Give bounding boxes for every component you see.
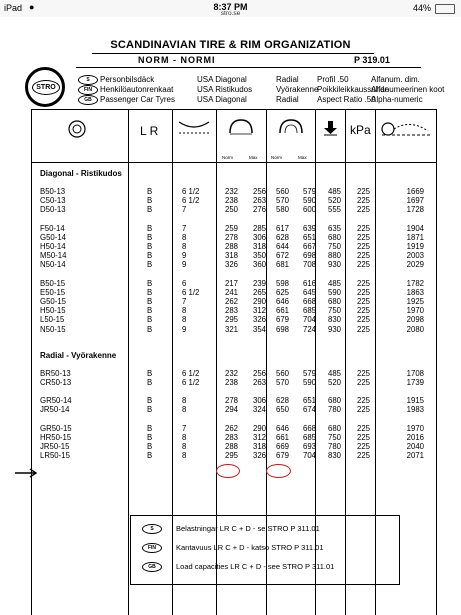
subtitle-rule bbox=[76, 67, 421, 68]
language-cell: Radial bbox=[276, 75, 299, 84]
note-row bbox=[142, 562, 334, 572]
tire-size-cell: D50-13 bbox=[40, 205, 66, 215]
table-cell: B bbox=[147, 396, 153, 406]
highlight-circle bbox=[216, 464, 240, 478]
table-cell: 704 bbox=[302, 451, 316, 461]
table-cell: 579 bbox=[302, 187, 316, 196]
table-cell: 1970 bbox=[406, 423, 424, 433]
table-cell: 276 bbox=[252, 205, 266, 215]
table-cell: 1904 bbox=[406, 223, 424, 233]
table-cell: 680 bbox=[327, 297, 341, 306]
table-cell: 225 bbox=[356, 405, 370, 415]
table-cell: B bbox=[147, 287, 153, 297]
table-row bbox=[0, 260, 461, 270]
column-divider bbox=[128, 109, 129, 615]
table-row bbox=[0, 325, 461, 335]
table-cell: 225 bbox=[356, 451, 370, 461]
page-title: SCANDINAVIAN TIRE & RIM ORGANIZATION bbox=[110, 39, 351, 51]
table-cell: 256 bbox=[252, 368, 266, 378]
table-cell: 250 bbox=[224, 205, 238, 215]
norm-label: Norm bbox=[222, 155, 233, 160]
note-text: Kantavuus LR C + D - katso STRO P 311.01 bbox=[176, 543, 324, 552]
table-cell: 360 bbox=[252, 260, 266, 270]
table-cell: 639 bbox=[302, 223, 316, 233]
table-cell: 294 bbox=[224, 405, 238, 415]
language-cell: Aspect Ratio .50 bbox=[317, 95, 376, 104]
tire-size-cell: C50-13 bbox=[40, 196, 66, 206]
circumference-icon bbox=[380, 121, 432, 137]
table-cell: 679 bbox=[275, 451, 289, 461]
table-cell: 616 bbox=[302, 278, 316, 288]
language-cell: Passenger Car Tyres bbox=[100, 95, 175, 104]
highlight-circle bbox=[266, 464, 291, 478]
tire-size-cell: N50-14 bbox=[40, 260, 66, 270]
table-cell: 1970 bbox=[406, 306, 424, 316]
table-cell: B bbox=[147, 205, 153, 215]
section-title: Diagonal - Ristikudos bbox=[40, 169, 122, 178]
table-cell: 306 bbox=[252, 396, 266, 406]
table-cell: 225 bbox=[356, 260, 370, 270]
table-cell: 485 bbox=[327, 278, 341, 288]
table-cell: 225 bbox=[356, 242, 370, 251]
table-cell: 750 bbox=[327, 306, 341, 316]
language-badge: S bbox=[78, 75, 98, 85]
table-row bbox=[0, 378, 461, 388]
table-cell: 232 bbox=[224, 187, 238, 196]
table-cell: 312 bbox=[252, 306, 266, 316]
table-cell: 262 bbox=[224, 423, 238, 433]
language-row bbox=[78, 95, 423, 105]
table-cell: 225 bbox=[356, 196, 370, 206]
table-cell: 680 bbox=[327, 423, 341, 433]
table-cell: 930 bbox=[327, 260, 341, 270]
table-cell: 830 bbox=[327, 315, 341, 325]
tire-size-cell: BR50-13 bbox=[40, 368, 71, 378]
max-label: Max bbox=[298, 155, 307, 160]
tire-size-cell: CR50-13 bbox=[40, 378, 72, 387]
page-subtitle: NORM - NORMI bbox=[138, 55, 216, 65]
table-cell: 1708 bbox=[406, 368, 424, 378]
language-badge: GB bbox=[78, 95, 98, 105]
table-cell: 880 bbox=[327, 251, 341, 261]
table-cell: 283 bbox=[224, 306, 238, 316]
table-cell: 225 bbox=[356, 432, 370, 442]
tire-size-cell: M50-14 bbox=[40, 251, 67, 261]
table-cell: 2040 bbox=[406, 442, 424, 451]
table-cell: 288 bbox=[224, 242, 238, 251]
table-cell: 704 bbox=[302, 315, 316, 325]
table-cell: 225 bbox=[356, 306, 370, 316]
table-cell: 225 bbox=[356, 287, 370, 297]
table-cell: B bbox=[147, 242, 153, 251]
lr-column-header: L R bbox=[140, 124, 159, 138]
table-cell: 580 bbox=[275, 205, 289, 215]
language-cell: Alfanum. dim. bbox=[371, 75, 420, 84]
rim-width-icon bbox=[176, 120, 212, 136]
table-cell: 318 bbox=[252, 442, 266, 451]
tire-size-cell: LR50-15 bbox=[40, 451, 70, 461]
language-cell: Alfanumeerinen koot bbox=[371, 85, 445, 94]
table-cell: 8 bbox=[182, 442, 187, 451]
table-cell: 830 bbox=[327, 451, 341, 461]
tire-size-cell: G50-15 bbox=[40, 297, 67, 306]
table-cell: 8 bbox=[182, 405, 187, 415]
table-cell: 579 bbox=[302, 368, 316, 378]
table-cell: 698 bbox=[302, 251, 316, 261]
table-cell: 225 bbox=[356, 205, 370, 215]
table-cell: 590 bbox=[302, 196, 316, 206]
tire-size-cell: B50-13 bbox=[40, 187, 66, 196]
table-cell: 7 bbox=[182, 223, 187, 233]
table-cell: 288 bbox=[224, 442, 238, 451]
table-cell: 285 bbox=[252, 223, 266, 233]
table-cell: 350 bbox=[252, 251, 266, 261]
language-badge: FIN bbox=[78, 85, 98, 95]
table-cell: 326 bbox=[252, 315, 266, 325]
document-page bbox=[0, 17, 461, 615]
table-cell: 1919 bbox=[406, 242, 424, 251]
table-cell: 2071 bbox=[406, 451, 424, 461]
load-icon bbox=[323, 120, 339, 136]
table-cell: 590 bbox=[327, 287, 341, 297]
address-bar[interactable]: stro.se bbox=[220, 10, 241, 17]
max-label: Max bbox=[249, 155, 258, 160]
table-cell: B bbox=[147, 306, 153, 316]
table-cell: 318 bbox=[224, 251, 238, 261]
table-cell: 239 bbox=[252, 278, 266, 288]
table-cell: 6 1/2 bbox=[182, 287, 200, 297]
table-cell: 625 bbox=[275, 287, 289, 297]
table-cell: 312 bbox=[252, 432, 266, 442]
table-cell: 6 1/2 bbox=[182, 187, 200, 196]
overall-diameter-icon bbox=[274, 117, 308, 135]
table-cell: 668 bbox=[302, 297, 316, 306]
table-cell: 6 bbox=[182, 278, 187, 288]
table-cell: 225 bbox=[356, 315, 370, 325]
table-cell: 708 bbox=[302, 260, 316, 270]
table-cell: 555 bbox=[327, 205, 341, 215]
table-cell: 693 bbox=[302, 442, 316, 451]
language-cell: Poikkileikkaussuhde bbox=[317, 85, 390, 94]
table-cell: 8 bbox=[182, 242, 187, 251]
table-cell: 238 bbox=[224, 378, 238, 387]
table-cell: 651 bbox=[302, 396, 316, 406]
table-cell: B bbox=[147, 260, 153, 270]
table-cell: 560 bbox=[275, 368, 289, 378]
table-cell: 617 bbox=[275, 223, 289, 233]
table-cell: 651 bbox=[302, 232, 316, 242]
table-cell: B bbox=[147, 442, 153, 451]
table-cell: 661 bbox=[275, 306, 289, 316]
tire-size-cell: B50-15 bbox=[40, 278, 66, 288]
table-cell: 698 bbox=[275, 324, 289, 334]
table-cell: 232 bbox=[224, 368, 238, 378]
tire-size-cell: JR50-15 bbox=[40, 442, 70, 451]
language-row bbox=[78, 85, 445, 95]
table-left-border bbox=[31, 109, 32, 615]
table-cell: 259 bbox=[224, 223, 238, 233]
language-cell: Profil .50 bbox=[317, 75, 349, 84]
table-cell: 7 bbox=[182, 205, 187, 215]
table-cell: 1728 bbox=[406, 205, 424, 215]
logo-text: STRO bbox=[32, 80, 60, 95]
tire-size-cell: H50-15 bbox=[40, 306, 66, 316]
table-cell: 7 bbox=[182, 297, 187, 306]
table-cell: 685 bbox=[302, 306, 316, 316]
table-cell: 326 bbox=[224, 260, 238, 270]
table-cell: 780 bbox=[327, 442, 341, 451]
table-cell: 9 bbox=[182, 324, 187, 334]
tire-size-cell: N50-15 bbox=[40, 324, 66, 334]
table-cell: 1739 bbox=[406, 378, 424, 387]
table-cell: 520 bbox=[327, 196, 341, 206]
table-cell: 326 bbox=[252, 451, 266, 461]
table-cell: 263 bbox=[252, 196, 266, 206]
table-cell: 278 bbox=[224, 396, 238, 406]
table-cell: 750 bbox=[327, 242, 341, 251]
table-cell: 225 bbox=[356, 324, 370, 334]
table-cell: 225 bbox=[356, 251, 370, 261]
table-cell: 8 bbox=[182, 451, 187, 461]
table-cell: 9 bbox=[182, 260, 187, 270]
table-cell: 661 bbox=[275, 432, 289, 442]
language-cell: Personbilsdäck bbox=[100, 75, 155, 84]
table-cell: 8 bbox=[182, 315, 187, 325]
table-cell: 635 bbox=[327, 223, 341, 233]
note-row bbox=[142, 524, 320, 534]
language-badge: FIN bbox=[142, 543, 162, 553]
table-cell: 8 bbox=[182, 396, 187, 406]
tire-size-cell: L50-15 bbox=[40, 315, 65, 325]
table-cell: 2098 bbox=[406, 315, 424, 325]
table-cell: 9 bbox=[182, 251, 187, 261]
table-cell: 628 bbox=[275, 396, 289, 406]
language-cell: Alpha-numeric bbox=[371, 95, 423, 104]
table-cell: B bbox=[147, 297, 153, 306]
table-cell: B bbox=[147, 423, 153, 433]
table-cell: B bbox=[147, 251, 153, 261]
table-row bbox=[0, 451, 461, 461]
table-cell: 321 bbox=[224, 324, 238, 334]
table-cell: B bbox=[147, 378, 153, 387]
table-cell: 780 bbox=[327, 405, 341, 415]
table-cell: 217 bbox=[224, 278, 238, 288]
status-bar bbox=[0, 0, 461, 17]
table-cell: 560 bbox=[275, 187, 289, 196]
table-cell: 2003 bbox=[406, 251, 424, 261]
table-cell: 930 bbox=[327, 324, 341, 334]
table-cell: B bbox=[147, 368, 153, 378]
table-cell: B bbox=[147, 196, 153, 206]
table-cell: 225 bbox=[356, 423, 370, 433]
clock: 8:37 PM bbox=[213, 2, 248, 12]
table-cell: 646 bbox=[275, 423, 289, 433]
table-cell: 680 bbox=[327, 396, 341, 406]
table-cell: 225 bbox=[356, 187, 370, 196]
language-cell: Vyörakenne bbox=[276, 85, 319, 94]
table-cell: 485 bbox=[327, 187, 341, 196]
table-cell: B bbox=[147, 223, 153, 233]
stro-logo bbox=[25, 67, 65, 107]
table-cell: B bbox=[147, 451, 153, 461]
tire-size-cell: H50-14 bbox=[40, 242, 66, 251]
note-text: Belastningar LR C + D - se STRO P 311.01 bbox=[176, 524, 320, 533]
language-cell: USA Diagonal bbox=[197, 95, 247, 104]
table-cell: 1697 bbox=[406, 196, 424, 206]
table-cell: 238 bbox=[224, 196, 238, 206]
table-cell: 1871 bbox=[406, 232, 424, 242]
table-cell: 1863 bbox=[406, 287, 424, 297]
table-cell: 570 bbox=[275, 378, 289, 387]
table-cell: B bbox=[147, 405, 153, 415]
table-cell: 750 bbox=[327, 432, 341, 442]
table-cell: 598 bbox=[275, 278, 289, 288]
table-cell: 324 bbox=[252, 405, 266, 415]
table-cell: 7 bbox=[182, 423, 187, 433]
document-number: P 319.01 bbox=[354, 55, 390, 65]
table-cell: 1925 bbox=[406, 297, 424, 306]
table-cell: 644 bbox=[275, 242, 289, 251]
table-cell: 263 bbox=[252, 378, 266, 387]
table-cell: 570 bbox=[275, 196, 289, 206]
table-cell: 290 bbox=[252, 423, 266, 433]
tire-size-cell: G50-14 bbox=[40, 232, 67, 242]
table-cell: 225 bbox=[356, 297, 370, 306]
table-cell: 6 1/2 bbox=[182, 196, 200, 206]
table-cell: 225 bbox=[356, 396, 370, 406]
row-pointer-arrow-icon bbox=[14, 468, 38, 478]
kpa-column-header: kPa bbox=[350, 123, 371, 137]
table-cell: 724 bbox=[302, 324, 316, 334]
table-cell: 295 bbox=[224, 451, 238, 461]
table-cell: 262 bbox=[224, 297, 238, 306]
table-cell: 590 bbox=[302, 378, 316, 387]
table-cell: 8 bbox=[182, 432, 187, 442]
norm-label: Norm bbox=[271, 155, 282, 160]
table-cell: 225 bbox=[356, 223, 370, 233]
table-cell: 295 bbox=[224, 315, 238, 325]
language-cell: USA Ristikudos bbox=[197, 85, 253, 94]
table-cell: 485 bbox=[327, 368, 341, 378]
table-cell: 628 bbox=[275, 232, 289, 242]
table-cell: 1669 bbox=[406, 187, 424, 196]
table-cell: 668 bbox=[302, 423, 316, 433]
table-cell: 354 bbox=[252, 324, 266, 334]
table-cell: 2029 bbox=[406, 260, 424, 270]
table-cell: 290 bbox=[252, 297, 266, 306]
table-row bbox=[0, 205, 461, 215]
tire-size-cell: E50-15 bbox=[40, 287, 66, 297]
table-cell: 225 bbox=[356, 378, 370, 387]
language-badge: S bbox=[142, 524, 162, 534]
section-width-icon bbox=[224, 117, 258, 135]
table-cell: 600 bbox=[302, 205, 316, 215]
table-cell: 674 bbox=[302, 405, 316, 415]
table-cell: 520 bbox=[327, 378, 341, 387]
table-cell: 1915 bbox=[406, 396, 424, 406]
table-cell: 256 bbox=[252, 187, 266, 196]
table-cell: 278 bbox=[224, 232, 238, 242]
table-row bbox=[0, 405, 461, 415]
tire-size-icon bbox=[68, 120, 86, 138]
language-cell: Henkilöautonrenkaat bbox=[100, 85, 174, 94]
table-cell: 6 1/2 bbox=[182, 368, 200, 378]
table-cell: 2080 bbox=[406, 324, 424, 334]
table-cell: 318 bbox=[252, 242, 266, 251]
note-text: Load capacities LR C + D - see STRO P 311.01 bbox=[176, 562, 335, 571]
table-cell: B bbox=[147, 278, 153, 288]
tire-size-cell: F50-14 bbox=[40, 223, 65, 233]
table-cell: 681 bbox=[275, 260, 289, 270]
language-cell: USA Diagonal bbox=[197, 75, 247, 84]
language-row bbox=[78, 75, 420, 85]
table-cell: 669 bbox=[275, 442, 289, 451]
tire-size-cell: GR50-15 bbox=[40, 423, 72, 433]
table-cell: 685 bbox=[302, 432, 316, 442]
tire-size-cell: GR50-14 bbox=[40, 396, 72, 406]
table-cell: 225 bbox=[356, 278, 370, 288]
language-cell: Radial bbox=[276, 95, 299, 104]
table-cell: B bbox=[147, 232, 153, 242]
section-title: Radial - Vyörakenne bbox=[40, 350, 117, 360]
table-cell: 2016 bbox=[406, 432, 424, 442]
table-cell: 680 bbox=[327, 232, 341, 242]
tire-size-cell: JR50-14 bbox=[40, 405, 70, 415]
device-name: iPad bbox=[4, 3, 23, 13]
battery-percent: 44% bbox=[412, 3, 431, 13]
tire-size-cell: HR50-15 bbox=[40, 432, 72, 442]
title-underline bbox=[92, 53, 374, 54]
table-right-border bbox=[436, 109, 437, 615]
table-cell: 225 bbox=[356, 368, 370, 378]
table-cell: B bbox=[147, 315, 153, 325]
table-cell: 1782 bbox=[406, 278, 424, 288]
table-cell: 8 bbox=[182, 232, 187, 242]
table-cell: 265 bbox=[252, 287, 266, 297]
table-cell: 650 bbox=[275, 405, 289, 415]
table-cell: B bbox=[147, 187, 153, 196]
table-cell: 241 bbox=[224, 287, 238, 297]
table-cell: 225 bbox=[356, 442, 370, 451]
table-cell: 306 bbox=[252, 232, 266, 242]
note-row bbox=[142, 543, 324, 553]
table-cell: 283 bbox=[224, 432, 238, 442]
table-cell: 645 bbox=[302, 287, 316, 297]
table-cell: 667 bbox=[302, 242, 316, 251]
table-cell: B bbox=[147, 324, 153, 334]
table-cell: 646 bbox=[275, 297, 289, 306]
table-cell: 679 bbox=[275, 315, 289, 325]
table-cell: 672 bbox=[275, 251, 289, 261]
wifi-icon: ● bbox=[29, 2, 35, 12]
language-badge: GB bbox=[142, 562, 162, 572]
table-cell: 8 bbox=[182, 306, 187, 316]
table-cell: B bbox=[147, 432, 153, 442]
table-cell: 6 1/2 bbox=[182, 378, 200, 387]
table-cell: 1983 bbox=[406, 405, 424, 415]
table-cell: 225 bbox=[356, 232, 370, 242]
